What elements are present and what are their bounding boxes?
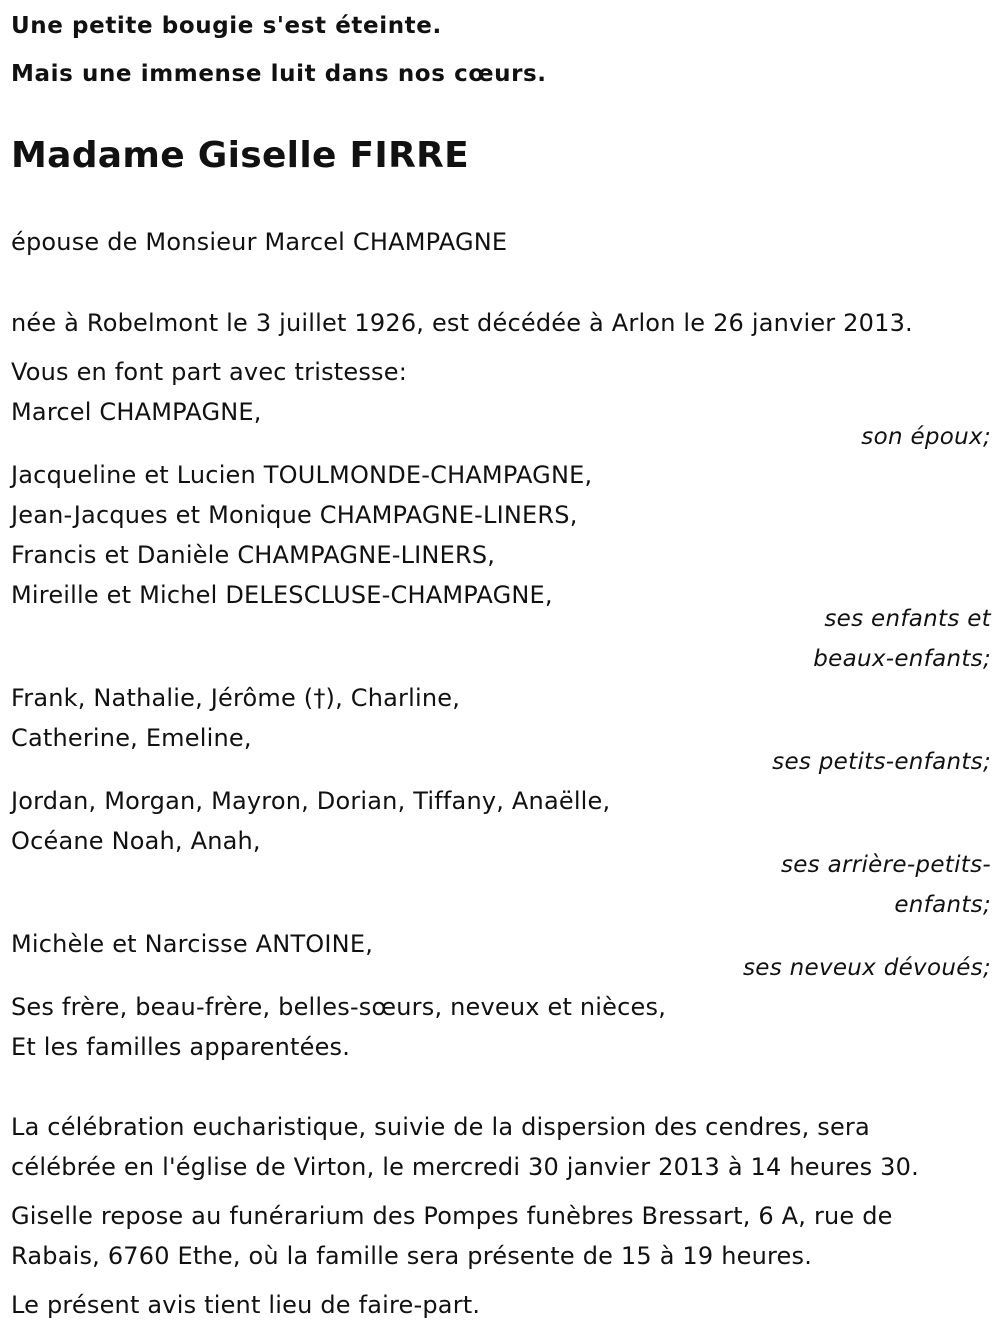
ceremony-line-1: La célébration eucharistique, suivie de la dispersion des cendres, sera <box>11 1113 870 1141</box>
child-line: Francis et Danièle CHAMPAGNE-LINERS, <box>11 541 496 569</box>
verse-line-1: Une petite bougie s'est éteinte. <box>11 13 442 39</box>
child-line: Jean-Jacques et Monique CHAMPAGNE-LINERS, <box>11 501 578 529</box>
great-grandchildren-line: Océane Noah, Anah, <box>11 827 261 855</box>
nephews-role: ses neveux dévoués; <box>742 955 991 981</box>
others-line: Et les familles apparentées. <box>11 1033 351 1061</box>
child-line: Jacqueline et Lucien TOULMONDE-CHAMPAGNE, <box>11 461 593 489</box>
closing-line: Le présent avis tient lieu de faire-part. <box>11 1291 481 1319</box>
nephews-line: Michèle et Narcisse ANTOINE, <box>11 930 374 958</box>
grandchildren-role: ses petits-enfants; <box>772 749 991 775</box>
ceremony-line-4: Rabais, 6760 Ethe, où la famille sera présente de 15 à 19 heures. <box>11 1242 813 1270</box>
life-dates-line: née à Robelmont le 3 juillet 1926, est décédée à Arlon le 26 janvier 2013. <box>11 309 913 337</box>
child-line: Mireille et Michel DELESCLUSE-CHAMPAGNE, <box>11 581 553 609</box>
deceased-name: Madame Giselle FIRRE <box>11 135 470 176</box>
ceremony-line-3: Giselle repose au funérarium des Pompes funèbres Bressart, 6 A, rue de <box>11 1202 893 1230</box>
grandchildren-line: Frank, Nathalie, Jérôme (†), Charline, <box>11 684 461 712</box>
spouse-name: Marcel CHAMPAGNE, <box>11 398 262 426</box>
intro-line: Vous en font part avec tristesse: <box>11 358 408 386</box>
ceremony-line-2: célébrée en l'église de Virton, le mercredi 30 janvier 2013 à 14 heures 30. <box>11 1153 919 1181</box>
others-line: Ses frère, beau-frère, belles-sœurs, neveux et nièces, <box>11 993 667 1021</box>
spouse-line: épouse de Monsieur Marcel CHAMPAGNE <box>11 228 508 256</box>
children-role-1: ses enfants et <box>824 606 991 632</box>
great-grandchildren-role-1: ses arrière-petits- <box>780 852 991 878</box>
great-grandchildren-role-2: enfants; <box>894 892 991 918</box>
spouse-role: son époux; <box>861 424 991 450</box>
children-role-2: beaux-enfants; <box>813 646 991 672</box>
grandchildren-line: Catherine, Emeline, <box>11 724 252 752</box>
verse-line-2: Mais une immense luit dans nos cœurs. <box>11 61 547 87</box>
great-grandchildren-line: Jordan, Morgan, Mayron, Dorian, Tiffany, Anaëlle, <box>11 787 611 815</box>
